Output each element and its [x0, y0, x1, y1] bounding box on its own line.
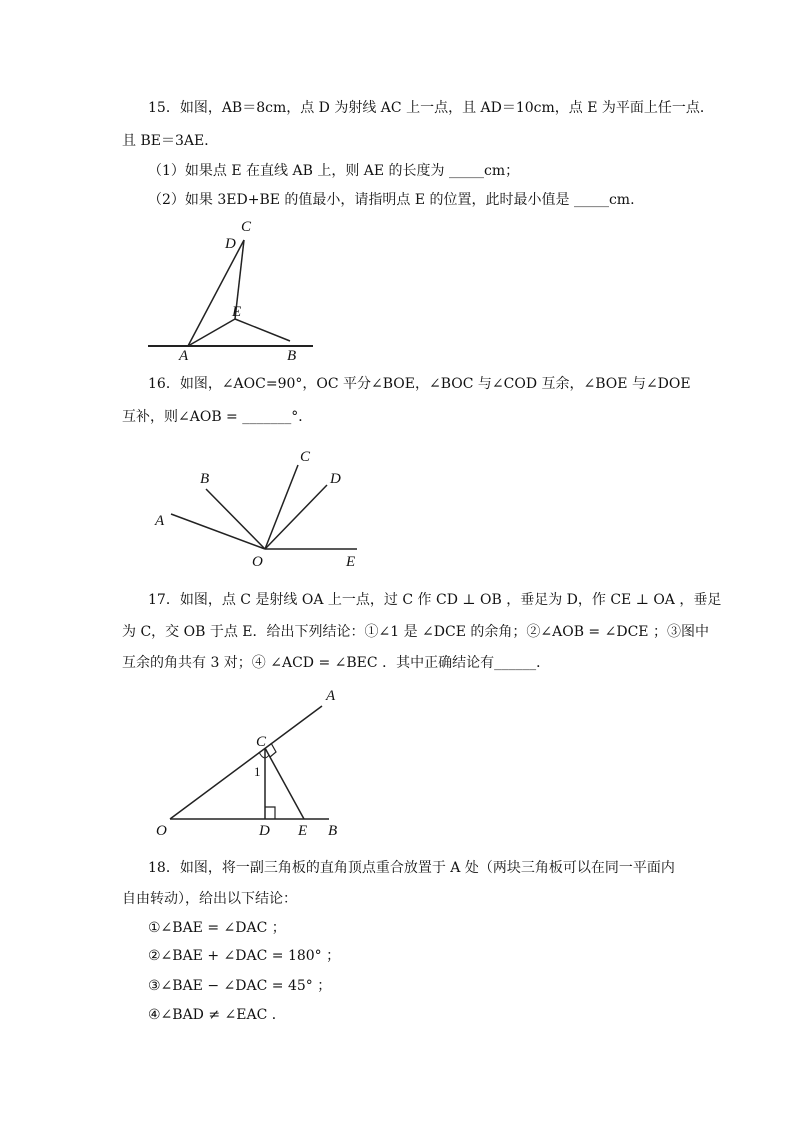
q17-line2: 为 C，交 OB 于点 E．给出下列结论：①∠1 是 ∠DCE 的余角；②∠AOB = ∠DCE ；③图中 [122, 624, 709, 640]
q16-label-c: C [300, 449, 311, 465]
q17-label-o: O [156, 823, 167, 839]
q16-label-o: O [252, 554, 263, 570]
q15-label-a: A [179, 348, 189, 364]
q15-label-d: D [225, 236, 236, 252]
q16-label-a: A [155, 513, 165, 529]
q18-line1: 18．如图，将一副三角板的直角顶点重合放置于 A 处（两块三角板可以在同一平面内 [148, 860, 675, 876]
q16-label-e: E [346, 554, 356, 570]
q15-label-c: C [241, 219, 252, 235]
q17-label-1: 1 [254, 764, 261, 779]
q17-line3: 互余的角共有 3 对；④ ∠ACD = ∠BEC ．其中正确结论有______． [122, 655, 551, 671]
q17-label-d: D [259, 823, 270, 839]
q17-segment-ce [265, 748, 304, 819]
q18-line2: 自由转动），给出以下结论： [122, 891, 297, 907]
q15-line2: 且 BE＝3AE． [122, 133, 219, 149]
q18-item-3: ③∠BAE − ∠DAC = 45° ； [148, 978, 332, 994]
q17-label-a: A [326, 688, 336, 704]
q17-right-angle-c [270, 743, 276, 757]
q16-line1: 16．如图，∠AOC=90°，OC 平分∠BOE，∠BOC 与∠COD 互余，∠BOE 与∠DOE [148, 376, 691, 392]
q17-line1: 17．如图，点 C 是射线 OA 上一点，过 C 作 CD ⊥ OB ，垂足为 D，作 CE ⊥ OA ，垂足 [148, 592, 722, 608]
q18-item-4: ④∠BAD ≠ ∠EAC ． [148, 1007, 286, 1023]
q15-line1: 15．如图，AB＝8cm，点 D 为射线 AC 上一点，且 AD＝10cm，点 E 为平面上任一点． [148, 100, 714, 116]
q15-part1: （1）如果点 E 在直线 AB 上，则 AE 的长度为 _____cm； [148, 163, 520, 179]
q17-right-angle-d [265, 807, 275, 819]
q17-ray-oa [170, 706, 322, 819]
q15-label-e: E [232, 304, 242, 320]
q18-item-1: ①∠BAE = ∠DAC ； [148, 920, 286, 936]
q18-item-2: ②∠BAE + ∠DAC = 180° ； [148, 948, 341, 964]
q17-label-c: C [256, 734, 267, 750]
q15-part2: （2）如果 3ED+BE 的值最小，请指明点 E 的位置，此时最小值是 _____cm. [148, 192, 635, 208]
q17-label-b: B [328, 823, 338, 839]
q16-label-b: B [200, 471, 210, 487]
q17-label-e: E [298, 823, 308, 839]
q16-line2: 互补，则∠AOB = _______°． [122, 409, 313, 425]
q15-label-b: B [287, 348, 297, 364]
q16-label-d: D [330, 471, 341, 487]
